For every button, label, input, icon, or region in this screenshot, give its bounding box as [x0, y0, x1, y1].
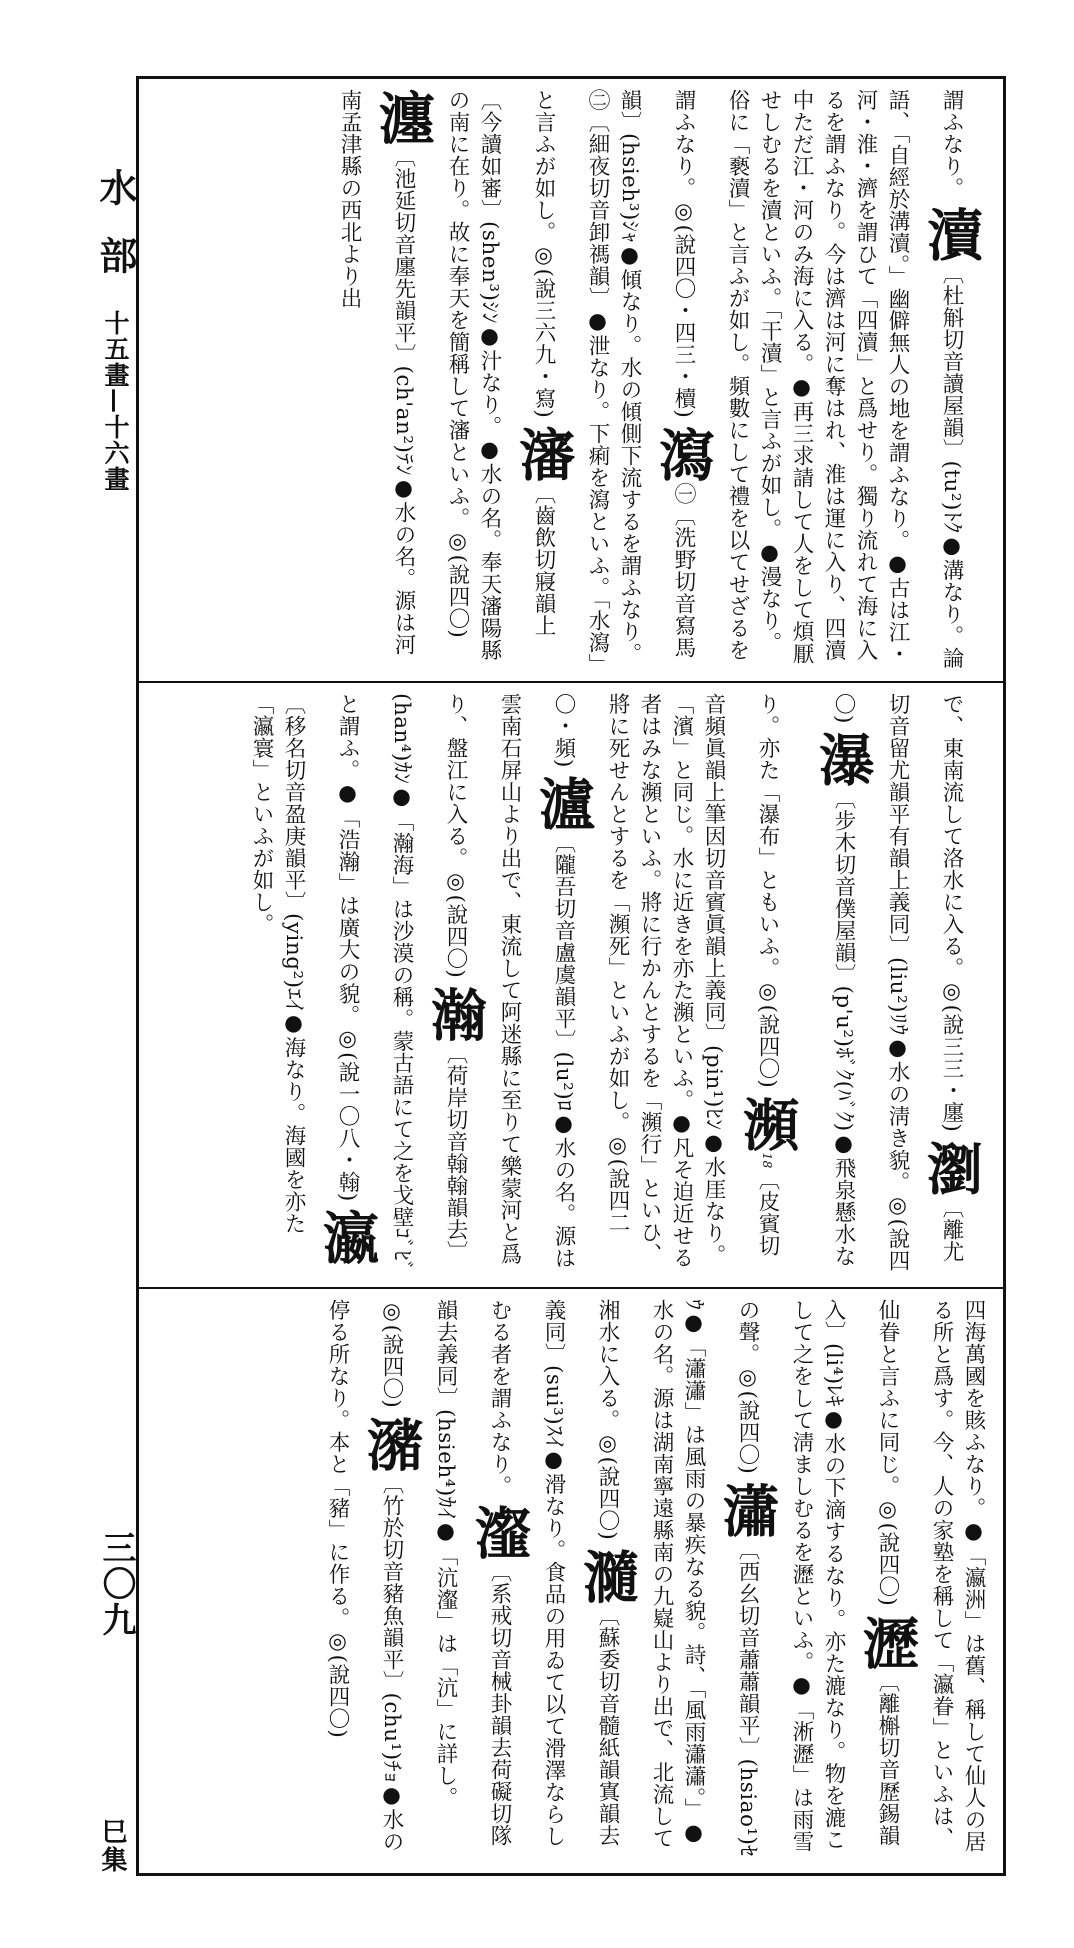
entry-body: ㊀〔洗野切音寫馬韻〕(hsieh³)ｼｬ●傾なり。水の傾側下流するを謂ふなり。㊁〔細夜切音卸禡韻〕●泄なり。下痢を瀉といふ。「水瀉」と言ふが如し。◎(說三六九・寫) [531, 89, 696, 665]
continuation-text: 謂ふなり。 [939, 89, 964, 199]
entry-head: 瀣 [466, 1504, 532, 1561]
entry-head: 瀕 [734, 1095, 800, 1153]
entry-head: 瀛 [314, 1209, 380, 1266]
page-frame [136, 76, 1006, 1876]
entry-body: 〔系戒切音械卦韻去荷礙切隊韻去義同〕(hsieh⁴)ｶｲ●「沆瀣」は「沆」に詳し。◎(說四〇) [379, 1299, 512, 1847]
entry-head: 瀡 [574, 1547, 640, 1605]
entry-chan [337, 89, 436, 656]
entry-head: 瀝 [854, 1613, 920, 1671]
text-flow [153, 693, 989, 1277]
entry-number: 18 [760, 1152, 774, 1169]
radical-header: 水部 [93, 168, 138, 304]
entry-body: 〔離尤切音留尤韻平有韻上義同〕(liu²)ﾘｳ●水の淸き貌。◎(說四〇) [831, 693, 964, 1272]
text-flow [153, 1299, 989, 1863]
entry-body: 〔皮賓切音頻眞韻上筆因切音賓眞韻上義同〕(pin¹)ﾋﾝ●水厓なり。「濱」と同じ。水に近きを亦た瀕といふ。●凡そ迫近せる者はみな瀕といふ。將に行かんとするを「瀕行」といひ、將に死せんとするを「瀕死」といふが如し。◎(說四二〇・頻) [551, 693, 780, 1269]
entry-body: 〔隴吾切音盧虞韻平〕(lu²)ﾛ●水の名。源は雲南石屏山より出で、東流して阿迷縣に至りて樂蒙河と爲り、盤江に入る。◎(說四〇) [443, 693, 576, 1270]
entry-head: 瀏 [918, 1139, 984, 1197]
entry-body: 〔杜斛切音讀屋韻〕(tu²)ﾄｸ●溝なり。論語、「自經於溝瀆。」幽僻無人の地を謂ふなり。●古は江・河・淮・濟を謂ひて「四瀆」と爲せり。獨り流れて海に入るを謂ふなり。今は濟は河に奪はれ、淮は運に入り、四瀆中ただ江・河のみ海に入る。●再三求請して人をして煩厭せしむるを瀆といふ。「干瀆」と言ふが如し。●漫なり。俗に「褻瀆」と言ふが如し。頻數にして禮を以てせざるを謂ふなり。◎(說四〇・四三・櫝) [671, 89, 964, 670]
stroke-range-header: 十五畫—十六畫 [101, 310, 130, 492]
entry-body: 〔西幺切音蕭蕭韻平〕(hsiao¹)ｾｳ●「瀟瀟」は風雨の暴疾なる貌。詩、「風雨瀟瀟。」●水の名。源は湖南寧遠縣南の九嶷山より出で、北流して湘水に入る。◎(說四〇) [595, 1299, 760, 1857]
entry-head: 瀆 [918, 206, 984, 263]
entry-head: 瀚 [422, 985, 488, 1043]
entry-body: 〔蘇委切音髓紙韻寘韻去義同〕(sui³)ｽｲ●滑なり。食品の用ゐて以て滑澤ならしむる者を謂ふなり。 [487, 1299, 620, 1848]
volume-label: 巳集 [97, 1818, 127, 1874]
entry-head: 瀍 [370, 89, 436, 146]
entry-head: 瀋 [510, 425, 576, 483]
entry-head: 瀉 [650, 425, 716, 483]
entry-head: 瀦 [358, 1415, 424, 1473]
entry-head: 瀟 [714, 1481, 780, 1539]
continuation-text: で、東南流して洛水に入る。◎(說三三・廛) [939, 693, 964, 1133]
tier-middle [139, 683, 1003, 1287]
continuation-text: 四海萬國を賅ふなり。●「瀛洲」は舊、稱して仙人の居る所と爲す。今、人の家塾を稱して「瀛眷」といふは、仙眷と言ふに同じ。◎(說四〇) [875, 1299, 986, 1853]
entry-body: 〔竹於切音豬魚韻平〕(chu¹)ﾁｮ●水の停る所なり。本と「豬」に作る。◎(說四〇) [325, 1299, 404, 1853]
entry-du [671, 89, 984, 670]
entry-body: 〔荷岸切音翰翰韻去〕(han⁴)ｶﾝ●「瀚海」は沙漠の稱。蒙古語にて之を戈壁ｺﾞﾋﾞと謂ふ。●「浩瀚」は廣大の貌。◎(說一〇八・翰) [335, 693, 468, 1272]
text-flow [153, 89, 989, 671]
entry-head: 瀘 [530, 775, 596, 832]
tier-bottom [139, 1289, 1003, 1873]
entry-body: 〔步木切音僕屋韻〕(p'u²)ﾎﾞｸ(ﾊﾞｸ)●飛泉懸水なり。亦た「瀑布」ともいふ。◎(說四〇) [755, 693, 856, 1268]
entry-head: 瀑 [810, 731, 876, 788]
entry-body: 〔移名切音盈庚韻平〕(ying²)ｴｲ●海なり。海國を亦た「瀛寰」といふが如し。 [249, 693, 306, 1235]
entry-body: 〔離槲切音歷錫韻入〕(li⁴)ﾚｷ●水の下滴するなり。亦た漉なり。物を漉こして之をして淸ましむるを瀝といふ。●「淅瀝」は雨雪の聲。◎(說四〇) [735, 1299, 900, 1853]
page-number: 三〇九 [96, 1530, 136, 1638]
entry-body: 〔池延切音廛先韻平〕(ch'an²)ﾃﾝ●水の名。源は河南孟津縣の西北より出 [337, 89, 416, 656]
entry-body: 〔齒飲切寢韻上〔今讀如審〕(shen³)ｼﾝ●汁なり。●水の名。奉天瀋陽縣の南に在り。故に奉天を簡稱して瀋といふ。◎(說四〇) [445, 89, 556, 661]
tier-top [139, 79, 1003, 681]
